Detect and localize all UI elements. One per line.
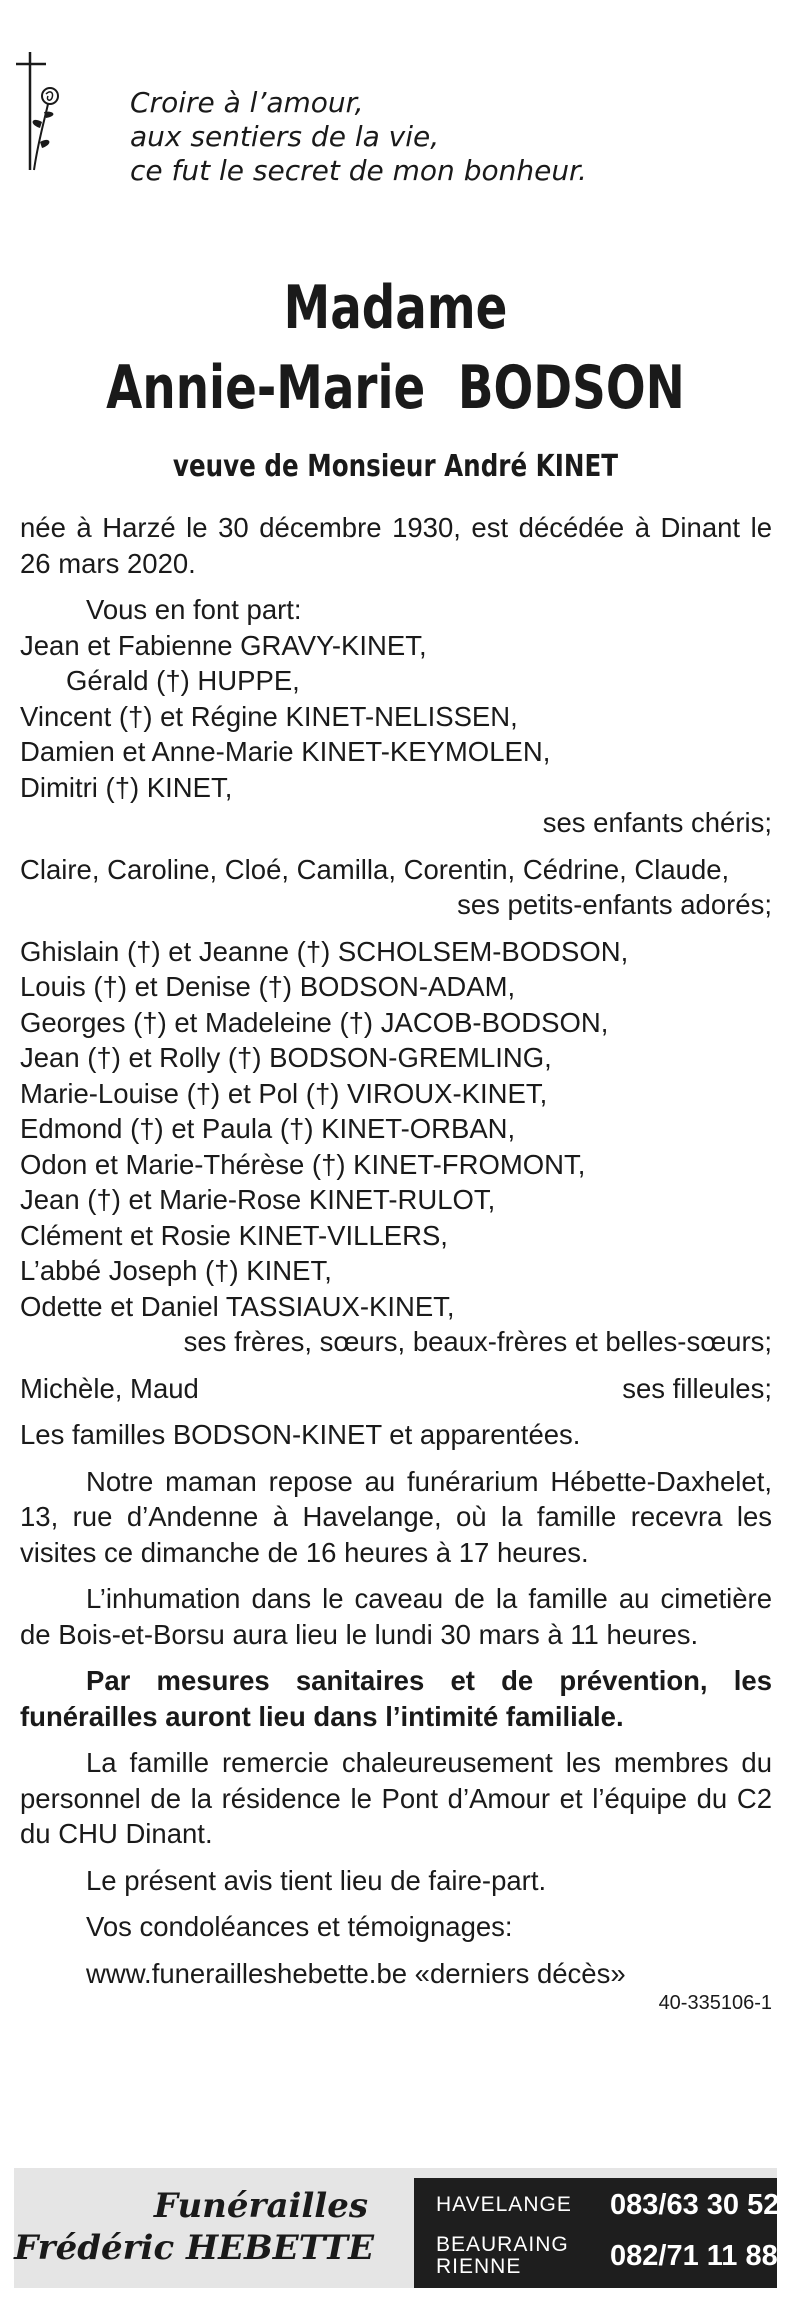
sibling-entry: Ghislain (†) et Jeanne (†) SCHOLSEM-BODSON, [20,935,629,967]
company-name-line2: Frédéric HEBETTE [14,2228,374,2268]
sibling-entry: Georges (†) et Madeleine (†) JACOB-BODSON, [20,1006,609,1038]
child-entry: Jean et Fabienne GRAVY-KINET, [20,629,427,661]
child-entry: Gérald (†) HUPPE, [66,665,300,696]
contact-box [414,2178,780,2288]
godchildren-names: Michèle, Maud [20,1372,199,1404]
sibling-entry: Odon et Marie-Thérèse (†) KINET-FROMONT, [20,1148,586,1180]
notice-paragraph: Le présent avis tient lieu de faire-part. [86,1864,547,1896]
quote-line: aux sentiers de la vie, [130,120,440,153]
sanitary-paragraph: Par mesures sanitaires et de prévention, les funérailles auront lieu dans l’intimité familiale. [20,1665,772,1732]
families-text: Les familles BODSON-KINET et apparentées. [20,1419,581,1450]
sibling-entry: Marie-Louise (†) et Pol (†) VIROUX-KINET, [20,1077,548,1109]
godchildren-role: ses filleules; [622,1372,772,1404]
sibling-entry: Jean (†) et Rolly (†) BODSON-GREMLING, [20,1042,552,1073]
sibling-entry: Clément et Rosie KINET-VILLERS, [20,1219,448,1251]
location-beauraing: BEAURAING [436,2233,569,2256]
children-role: ses enfants chéris; [542,807,772,838]
funeral-home-banner [14,2168,780,2288]
phone-beauraing-rienne[interactable]: 082/71 11 88 [610,2240,778,2272]
deceased-name: Annie-Marie BODSON [106,353,685,423]
epitaph-quote [130,86,587,188]
burial-paragraph: L’inhumation dans le caveau de la famille au cimetière de Bois-et-Borsu aura lieu le lundi 30 mars à 11 heures. [20,1583,772,1650]
intro-text: Vous en font part: [86,594,302,625]
repose-paragraph: Notre maman repose au funérarium Hébette-Daxhelet, 13, rue d’Andenne à Havelange, où la famille recevra les visites ce dimanche de 16 heures à 17 heures. [20,1465,772,1568]
child-entry: Dimitri (†) KINET, [20,771,233,803]
company-name-line1: Funérailles [153,2186,368,2226]
website-link[interactable]: www.funerailleshebette.be «derniers décès» [86,1957,626,1989]
quote-line: Croire à l’amour, [130,86,364,119]
location-rienne: RIENNE [436,2255,522,2278]
sibling-entry: Odette et Daniel TASSIAUX-KINET, [20,1290,455,1322]
phone-havelange[interactable]: 083/63 30 52 [610,2189,780,2221]
sibling-entry: Edmond (†) et Paula (†) KINET-ORBAN, [20,1113,516,1144]
birth-text: née à Harzé le 30 décembre 1930, est décédée à Dinant le 26 mars 2020. [20,512,772,579]
child-entry: Vincent (†) et Régine KINET-NELISSEN, [20,700,518,732]
widow-subtitle: veuve de Monsieur André KINET [172,449,619,484]
location-havelange: HAVELANGE [436,2193,572,2216]
honorific-title: Madame [283,273,508,343]
grandchildren-role: ses petits-enfants adorés; [457,889,772,920]
cross-and-rose-icon [14,52,74,172]
sibling-entry: Louis (†) et Denise (†) BODSON-ADAM, [20,971,516,1002]
grandchildren-list: Claire, Caroline, Cloé, Camilla, Corentin, Cédrine, Claude, [20,853,730,885]
siblings-role: ses frères, sœurs, beaux-frères et belles-sœurs; [183,1326,772,1357]
quote-line: ce fut le secret de mon bonheur. [130,154,587,187]
reference-number: 40-335106-1 [658,1992,772,2014]
child-entry: Damien et Anne-Marie KINET-KEYMOLEN, [20,736,551,767]
sibling-entry: Jean (†) et Marie-Rose KINET-RULOT, [20,1184,496,1215]
notice-body [20,510,772,2015]
sibling-entry: L’abbé Joseph (†) KINET, [20,1255,332,1286]
condolences-text: Vos condoléances et témoignages: [86,1911,513,1942]
godchildren-row [20,1371,772,1407]
thanks-paragraph: La famille remercie chaleureusement les membres du personnel de la résidence le Pont d’Amour et l’équipe du C2 du CHU Dinant. [20,1747,772,1849]
